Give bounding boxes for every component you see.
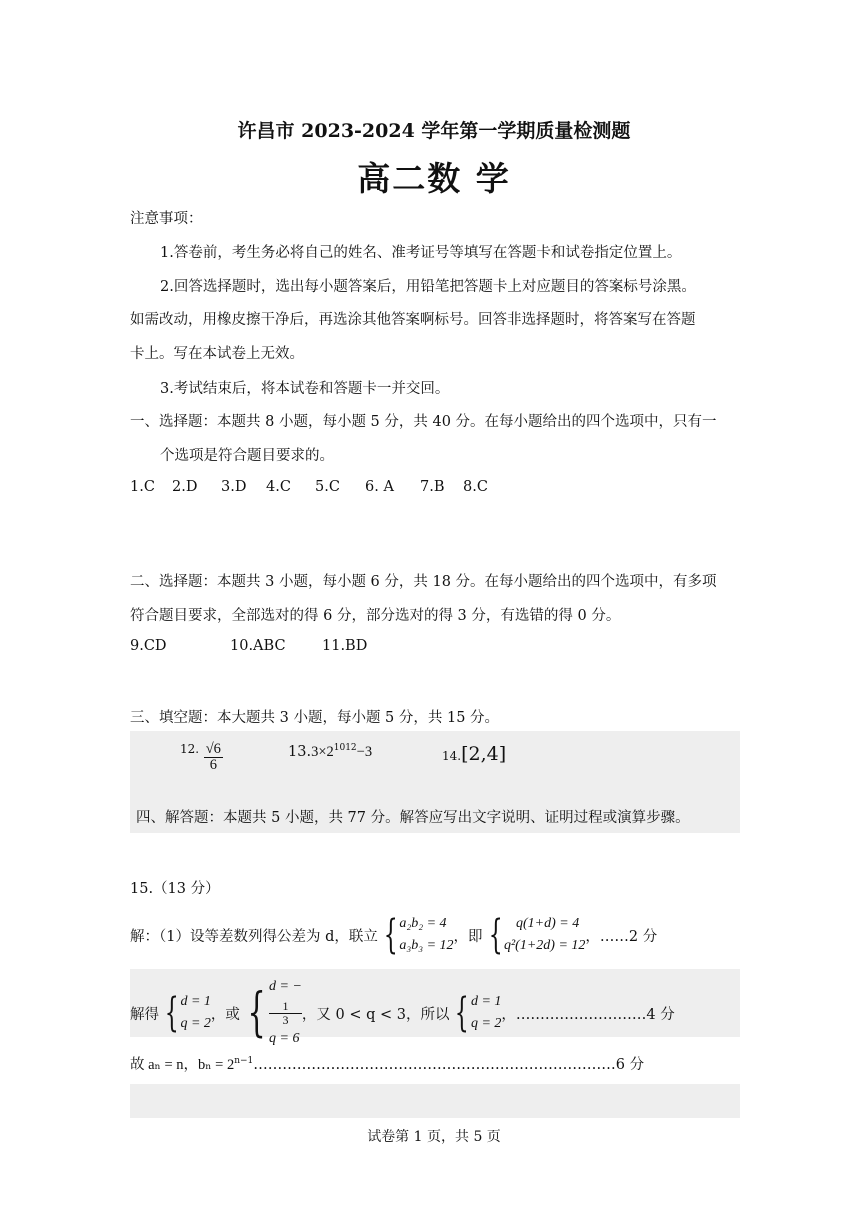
answer-2: 2.D <box>172 479 198 495</box>
q12-denominator: 6 <box>209 757 217 774</box>
answer-5: 5.C <box>315 479 340 495</box>
q15-l1-mid: ，即 <box>453 928 483 945</box>
q15-l2-sys3-row-a: d = 1 <box>470 994 502 1010</box>
section1-line1: 一、选择题：本题共 8 小题，每小题 5 分，共 40 分。在每小题给出的四个选项中，只有一 <box>130 414 717 430</box>
q13-label: 13. <box>288 743 312 760</box>
q15-header: 15.（13 分） <box>130 881 220 897</box>
notice-item-2c: 卡上。写在本试卷上无效。 <box>130 346 304 362</box>
answer-4: 4.C <box>266 479 291 495</box>
q14-label: 14. <box>442 749 462 763</box>
answer-9: 9.CD <box>130 638 167 654</box>
q12-fraction <box>204 742 223 773</box>
q15-sys1-row-a: a₂b₂ = 4 <box>399 916 447 931</box>
section1-line2: 个选项是符合题目要求的。 <box>160 448 334 464</box>
q15-l2-system-3 <box>471 991 501 1035</box>
left-brace-icon: { <box>247 983 266 1044</box>
q15-l2-mid2: ，又 0 < q < 3，所以 <box>301 1006 450 1023</box>
exam-title: 许昌市 2023-2024 学年第一学期质量检测题 <box>237 120 631 142</box>
q12-label: 12. <box>180 742 200 756</box>
q15-l3-b-exponent: n−1 <box>234 1056 254 1067</box>
answer-1: 1.C <box>130 479 155 495</box>
section4-line1: 四、解答题：本题共 5 小题，共 77 分。解答应写出文字说明、证明过程或演算步骤。 <box>136 810 690 826</box>
q12-answer <box>180 742 223 773</box>
answer-10: 10.ABC <box>230 638 286 654</box>
q15-system-1 <box>399 913 453 957</box>
q15-l2-mid1: ，或 <box>210 1006 240 1023</box>
q15-l3-b-base: bₙ = 2 <box>198 1057 235 1073</box>
left-brace-icon: { <box>383 912 398 958</box>
notice-item-2b: 如需改动，用橡皮擦干净后，再选涂其他答案啊标号。回答非选择题时，将答案写在答题 <box>130 312 696 328</box>
q15-l2-system-1 <box>180 991 210 1035</box>
left-brace-icon: { <box>488 912 503 958</box>
q15-l1-score: ，……2 分 <box>585 928 658 945</box>
q15-l2-prefix: 解得 <box>130 1006 159 1023</box>
notice-item-2a: 2.回答选择题时，选出每小题答案后，用铅笔把答题卡上对应题目的答案标号涂黑。 <box>160 279 696 295</box>
notice-item-1: 1.答卷前，考生务必将自己的姓名、准考证号等填写在答题卡和试卷指定位置上。 <box>160 245 682 261</box>
q15-l2-frac-den: 3 <box>282 1012 289 1027</box>
section3-line1: 三、填空题：本大题共 3 小题，每小题 5 分，共 15 分。 <box>130 710 500 726</box>
subject-title: 高二数 学 <box>357 159 511 198</box>
q15-l2-sys3-row-b: q = 2 <box>470 1016 502 1032</box>
q15-line1 <box>130 913 657 957</box>
q15-l2-system-2 <box>269 974 302 1052</box>
q15-l3-score: …………………………………………………………………6 分 <box>253 1057 645 1073</box>
answer-6: 6. A <box>365 479 394 495</box>
q15-l2-sys2-row-b: q = 6 <box>269 1031 300 1047</box>
q14-answer <box>442 743 506 765</box>
q15-line3 <box>130 1053 644 1074</box>
shaded-empty-fill <box>130 1084 740 1118</box>
section2-answers <box>130 638 367 654</box>
page-footer: 试卷第 1 页，共 5 页 <box>367 1129 501 1145</box>
answer-7: 7.B <box>420 479 445 495</box>
q15-l2-frac-num: 1 <box>269 1000 302 1014</box>
section2-line1: 二、选择题：本题共 3 小题，每小题 6 分，共 18 分。在每小题给出的四个选项中，有多项 <box>130 574 717 590</box>
q13-base: 3×2 <box>311 743 334 760</box>
q15-system-2 <box>504 913 585 957</box>
q12-numerator: √6 <box>205 741 221 757</box>
q15-l2-score: ，………………………4 分 <box>501 1006 675 1023</box>
section1-answers <box>130 479 488 495</box>
q13-exponent: 1012 <box>333 743 357 753</box>
q15-l3-a: 故 aₙ = n， <box>130 1057 199 1073</box>
q15-l2-sys2-row-a-text: d = − <box>269 979 302 994</box>
left-brace-icon: { <box>455 990 470 1037</box>
q15-sys1-row-b: a₃b₃ = 12 <box>399 938 454 953</box>
answer-8: 8.C <box>463 479 488 495</box>
answer-11: 11.BD <box>322 638 368 654</box>
q15-l2-sys1-row-a: d = 1 <box>180 994 211 1010</box>
q14-value: [2,4] <box>461 743 507 765</box>
notice-heading: 注意事项： <box>130 211 203 227</box>
left-brace-icon: { <box>164 990 179 1037</box>
q15-l1-prefix: 解：（1）设等差数列得公差为 d，联立 <box>130 928 378 945</box>
q15-l2-fraction <box>269 1000 302 1026</box>
section2-line2: 符合题目要求，全部选对的得 6 分，部分选对的得 3 分，有选错的得 0 分。 <box>130 608 621 624</box>
notice-item-3: 3.考试结束后，将本试卷和答题卡一并交回。 <box>160 381 450 397</box>
q15-line2 <box>130 974 675 1052</box>
q15-l2-sys1-row-b: q = 2 <box>180 1016 211 1032</box>
q13-tail: −3 <box>356 743 373 760</box>
answer-3: 3.D <box>221 479 247 495</box>
q15-sys2-row-b: q²(1+2d) = 12 <box>503 938 586 953</box>
q15-sys2-row-a: q(1+d) = 4 <box>515 916 580 931</box>
q13-answer <box>288 743 372 761</box>
q15-l2-sys2-row-a <box>269 974 302 1026</box>
